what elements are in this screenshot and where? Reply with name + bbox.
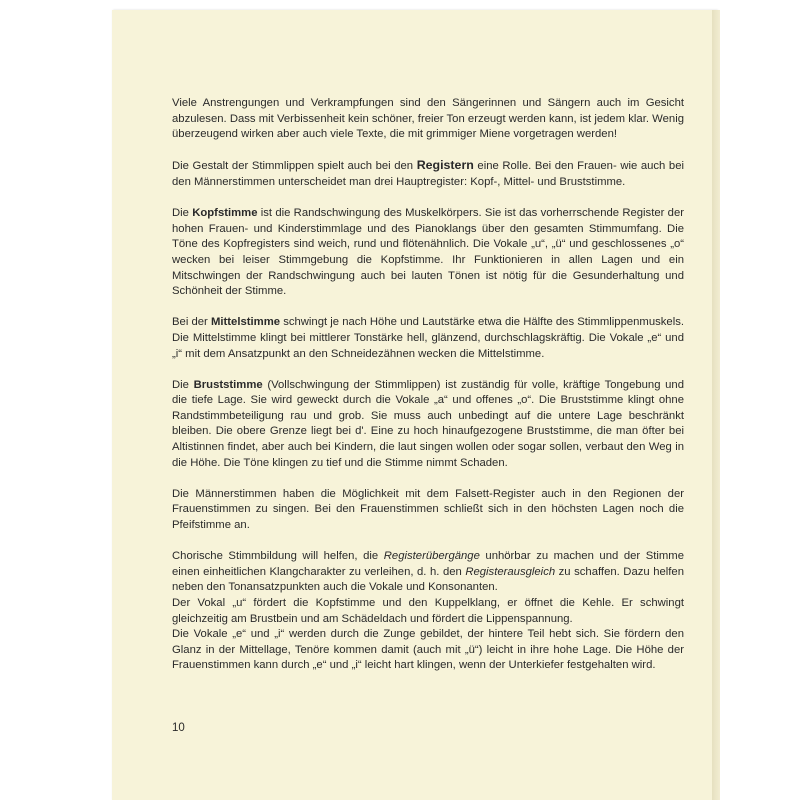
- paragraph-head-voice: Die Kopfstimme ist die Randschwingung des Muskelkörpers. Sie ist das vorherrschende Register der hohen Frauen- und Kinderstimmlage und des Pianoklangs über den gesamten Stimmumfang. Die Töne des Kopfregisters sind weich, rund und flötenähnlich. Die Vokale „u“, „ü“ und geschlossenes „o“ wecken bei leiser Stimmgebung die Kopfstimme. Ihr Funktionieren in allen Lagen und ein Mitschwingen der Randschwingung auch bei lauten Tönen ist nötig für die Gesunderhaltung und Schönheit der Stimme.: [172, 207, 684, 298]
- page-edge: [712, 10, 720, 800]
- paragraph-effort: Viele Anstrengungen und Verkrampfungen sind den Sängerinnen und Sängern auch im Gesicht abzulesen. Dass mit Verbissenheit kein schöner, freier Ton erzeugt werden kann, ist jedem klar. Wenig überzeugend wirken aber auch viele Texte, die mit grimmiger Miene vorgetragen werden!: [172, 97, 684, 141]
- page-content: [172, 96, 684, 674]
- paragraph-falsetto: Die Männerstimmen haben die Möglichkeit mit dem Falsett-Register auch in den Regionen der Frauenstimmen zu singen. Bei den Frauenstimmen schließt sich in den höchsten Lagen noch die Pfeifstimme an.: [172, 487, 684, 532]
- keyword-mittelstimme: Mittelstimme: [210, 316, 281, 329]
- paragraph-vowel-u: Der Vokal „u“ fördert die Kopfstimme und den Kuppelklang, er öffnet die Kehle. Er schwingt gleichzeitig am Brustbein und am Schädeldach und fördert die Lippenspannung.: [172, 597, 684, 625]
- page-number: 10: [172, 722, 185, 734]
- keyword-registern: Registern: [416, 158, 474, 173]
- paragraph-middle-voice: Bei der Mittelstimme schwingt je nach Höhe und Lautstärke etwa die Hälfte des Stimmlippenmuskels. Die Mittelstimme klingt bei mittlerer Tonstärke hell, glänzend, durchschlagskräftig. Die Vokale „e“ und „i“ mit dem Ansatzpunkt an den Schneidezähnen wecken die Mittelstimme.: [172, 316, 684, 360]
- keyword-bruststimme: Bruststimme: [193, 378, 263, 391]
- keyword-kopfstimme: Kopfstimme: [192, 207, 258, 220]
- paragraph-registers: Die Gestalt der Stimmlippen spielt auch bei den Registern eine Rolle. Bei den Frauen- wie auch bei den Männerstimmen unterscheidet man drei Hauptregister: Kopf-, Mittel- und Bruststimme.: [172, 158, 685, 188]
- paragraph-choral-training: Chorische Stimmbildung will helfen, die Registerübergänge unhörbar zu machen und der Stimme einen einheitlichen Klangcharakter zu verleihen, d. h. den Registerausgleich zu schaffen. Dazu helfen neben den Tonansatzpunkten auch die Vokale und Konsonanten.: [172, 550, 685, 594]
- paragraph-chest-voice: Die Bruststimme (Vollschwingung der Stimmlippen) ist zuständig für volle, kräftige Tongebung und die tiefe Lage. Sie wird geweckt durch die Vokale „a“ und offenes „o“. Die Bruststimme klingt ohne Randstimmbeteiligung rau und grob. Sie muss auch unbedingt auf die untere Lage beschränkt bleiben. Die obere Grenze liegt bei d'. Eine zu hoch hinaufgezogene Bruststimme, die man öfter bei Altistinnen findet, aber auch bei Kindern, die laut singen wollen oder sogar sollen, verbaut den Weg in die Höhe. Die Töne klingen zu tief und die Stimme nimmt Schaden.: [172, 378, 684, 469]
- keyword-registerausgleich: Registerausgleich: [465, 565, 556, 578]
- paragraph-vowels-e-i: Die Vokale „e“ und „i“ werden durch die Zunge gebildet, der hintere Teil hebt sich. Sie fördern den Glanz in der Mittellage, Tenöre kommen damit (auch mit „ü“) leicht in ihre hohe Lage. Die Höhe der Frauenstimmen kann durch „e“ und „i“ leicht hart klingen, wenn der Unterkiefer festgehalten wird.: [172, 628, 684, 672]
- keyword-registeruebergaenge: Registerübergänge: [383, 550, 480, 563]
